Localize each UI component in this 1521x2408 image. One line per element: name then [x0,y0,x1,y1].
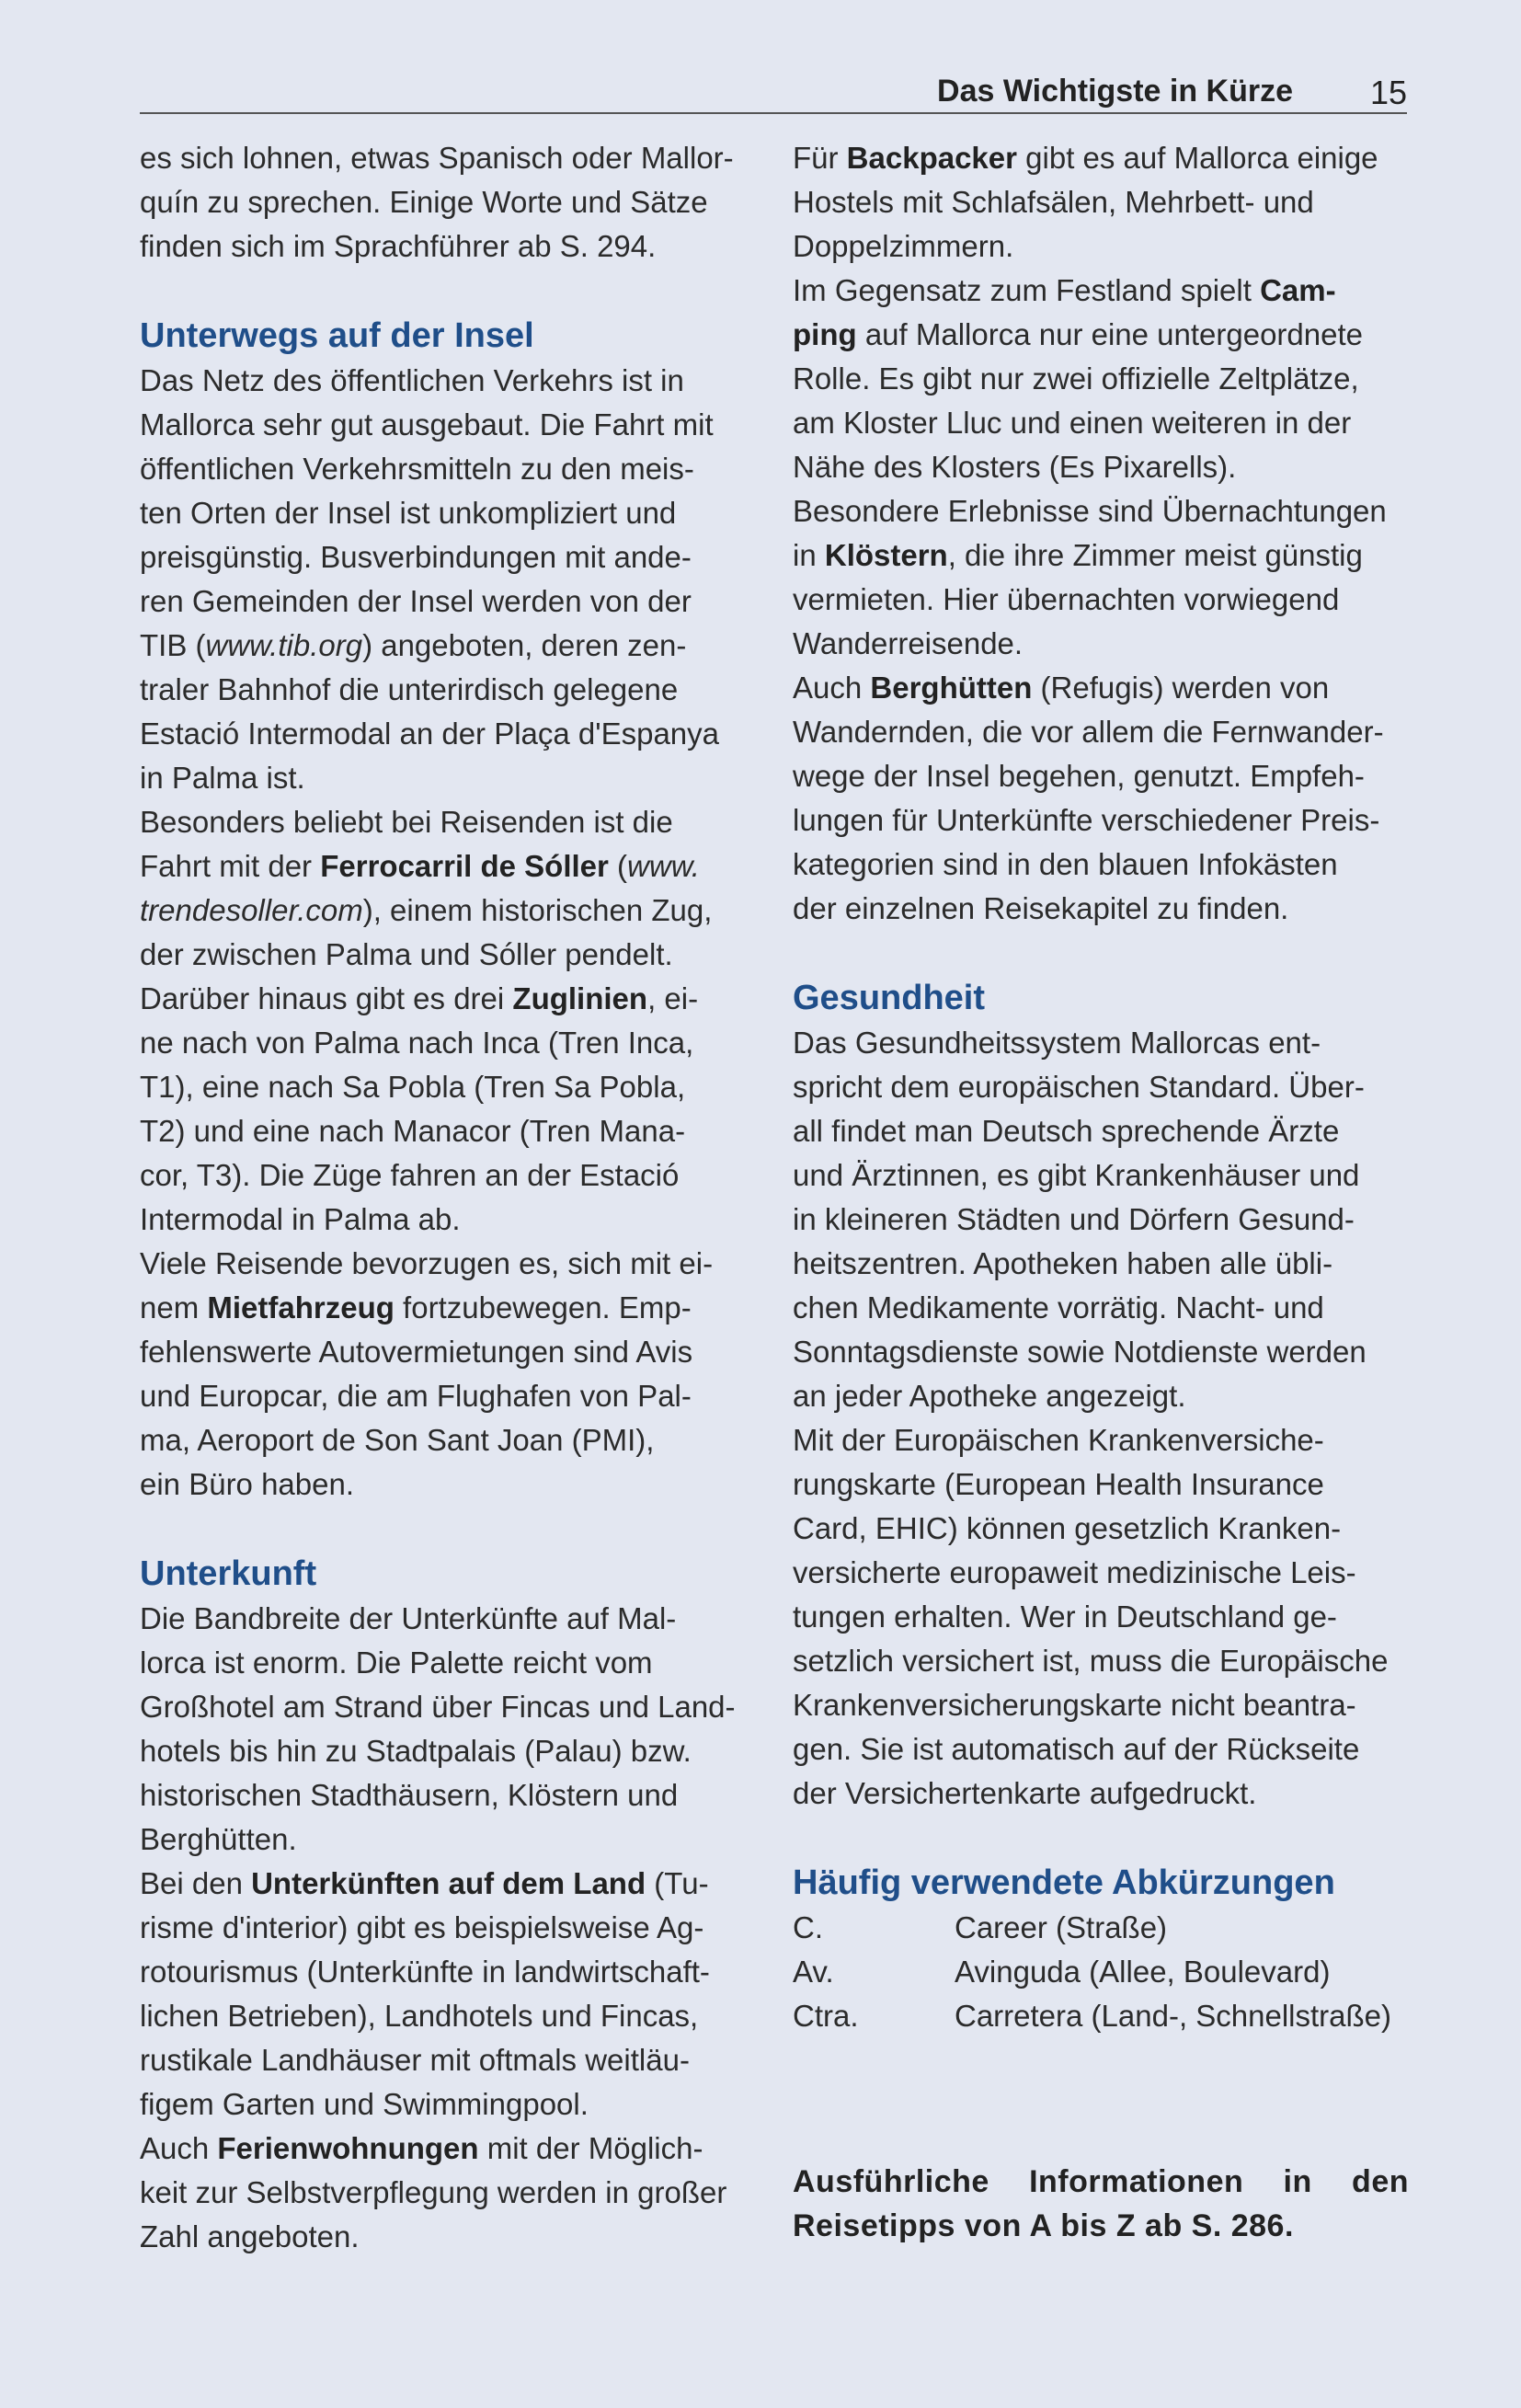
text-line: lichen Betrieben), Landhotels und Fincas, [140,1999,699,2033]
text-line: Das Gesundheitssystem Mallorcas ent- [793,1026,1321,1060]
heading-stay: Unterkunft [140,1554,317,1593]
text-line: Nähe des Klosters (Es Pixarells). [793,450,1237,484]
text-line: Estació Intermodal an der Plaça d'Espanya [140,717,719,751]
abbr-key: Ctra. [793,1999,859,2033]
text-line: Das Netz des öffentlichen Verkehrs ist in [140,363,684,397]
text-line: nem Mietfahrzeug fortzubewegen. Emp- [140,1290,692,1324]
running-header [140,70,1407,114]
text-line: Besondere Erlebnisse sind Übernachtungen [793,494,1387,528]
text-line: Reisetipps von A bis Z ab S. 286. [793,2208,1294,2243]
text-line: und Europcar, die am Flughafen von Pal- [140,1379,692,1413]
text-line: TIB (www.tib.org) angeboten, deren zen- [140,628,687,662]
text-line: rustikale Landhäuser mit oftmals weitläu- [140,2043,690,2077]
text-line: rotourismus (Unterkünfte in landwirtschaft- [140,1955,710,1989]
right-column [793,136,1409,2248]
text-line: all findet man Deutsch sprechende Ärzte [793,1114,1340,1148]
text-line: Rolle. Es gibt nur zwei offizielle Zeltplätze, [793,361,1359,396]
abbr-value: Carretera (Land-, Schnellstraße) [955,1999,1392,2033]
abbr-value: Avinguda (Allee, Boulevard) [955,1955,1331,1989]
text-line: traler Bahnhof die unterirdisch gelegene [140,672,679,706]
text-line: setzlich versichert ist, muss die Europäische [793,1644,1389,1678]
text-line: Card, EHIC) können gesetzlich Kranken- [793,1511,1342,1545]
text-line: in kleineren Städten und Dörfern Gesund- [793,1202,1355,1236]
text-line: an jeder Apotheke angezeigt. [793,1379,1186,1413]
land-term: Unterkünften auf dem Land [251,1866,646,1900]
text-line: risme d'interior) gibt es beispielsweise Ag- [140,1910,704,1944]
text-line: und Ärztinnen, es gibt Krankenhäuser und [793,1158,1360,1192]
backpacker-term: Backpacker [846,141,1017,175]
text-line: chen Medikamente vorrätig. Nacht- und [793,1290,1324,1324]
text-line: Im Gegensatz zum Festland spielt Cam- [793,273,1336,307]
text-line: Großhotel am Strand über Fincas und Land- [140,1690,736,1724]
text-line: fehlenswerte Autovermietungen sind Avis [140,1335,693,1369]
text-line: Mit der Europäischen Krankenversiche- [793,1423,1324,1457]
text-line: Die Bandbreite der Unterkünfte auf Mal- [140,1601,677,1635]
text-line: der einzelnen Reisekapitel zu finden. [793,891,1289,925]
text-line: ein Büro haben. [140,1467,355,1501]
text-line: T2) und eine nach Manacor (Tren Mana- [140,1114,686,1148]
text-line: keit zur Selbstverpflegung werden in großer [140,2175,727,2209]
text-line: der zwischen Palma und Sóller pendelt. [140,937,673,971]
reference-note [793,2160,1409,2248]
text-line: Auch Berghütten (Refugis) werden von [793,671,1330,705]
text-line: kategorien sind in den blauen Infokästen [793,847,1338,881]
header-title: Das Wichtigste in Kürze [937,74,1293,109]
text-line: preisgünstig. Busverbindungen mit ande- [140,540,692,574]
mietfahrzeug-term: Mietfahrzeug [207,1290,395,1324]
text-line: ping auf Mallorca nur eine untergeordnete [793,317,1364,351]
text-line: Viele Reisende bevorzugen es, sich mit ei- [140,1246,714,1280]
text-line: heitszentren. Apotheken haben alle übli- [793,1246,1333,1280]
text-line: öffentlichen Verkehrsmitteln zu den meis- [140,452,694,486]
text-line: ren Gemeinden der Insel werden von der [140,584,692,618]
text-line: in Klöstern, die ihre Zimmer meist günstig [793,538,1363,572]
abbr-row [793,1906,1409,1950]
left-column [140,136,756,2259]
text-line: finden sich im Sprachführer ab S. 294. [140,229,657,263]
text-line: rungskarte (European Health Insurance [793,1467,1324,1501]
text-line: ten Orten der Insel ist unkompliziert und [140,496,677,530]
text-line: lungen für Unterkünfte verschiedener Preis- [793,803,1380,837]
text-line: Fahrt mit der Ferrocarril de Sóller (www. [140,849,700,883]
zuglinien-term: Zuglinien [512,981,648,1015]
text-line: quín zu sprechen. Einige Worte und Sätze [140,185,708,219]
text-line: Mallorca sehr gut ausgebaut. Die Fahrt mit [140,407,714,441]
text-line: Auch Ferienwohnungen mit der Möglich- [140,2131,703,2165]
text-line: der Versichertenkarte aufgedruckt. [793,1776,1257,1810]
text-line: Ausführliche Informationen in den [793,2164,1409,2199]
text-line: Wandernden, die vor allem die Fernwander- [793,715,1384,749]
text-line: ne nach von Palma nach Inca (Tren Inca, [140,1026,694,1060]
text-line: hotels bis hin zu Stadtpalais (Palau) bzw. [140,1734,692,1768]
text-line: Darüber hinaus gibt es drei Zuglinien, ei- [140,981,699,1015]
text-line: ma, Aeroport de Son Sant Joan (PMI), [140,1423,655,1457]
text-line: wege der Insel begehen, genutzt. Empfeh- [793,759,1365,793]
text-line: Bei den Unterkünften auf dem Land (Tu- [140,1866,709,1900]
abbr-key: Av. [793,1955,834,1989]
text-line: es sich lohnen, etwas Spanisch oder Mallor- [140,141,734,175]
text-line: Wanderreisende. [793,626,1024,660]
text-line: Sonntagsdienste sowie Notdienste werden [793,1335,1367,1369]
text-line: trendesoller.com), einem historischen Zug, [140,893,713,927]
abbr-row [793,1950,1409,1994]
text-line: Zahl angeboten. [140,2219,360,2253]
text-line: vermieten. Hier übernachten vorwiegend [793,582,1340,616]
text-line: lorca ist enorm. Die Palette reicht vom [140,1645,653,1680]
heading-travel: Unterwegs auf der Insel [140,316,534,355]
text-line: Krankenversicherungskarte nicht beantra- [793,1688,1356,1722]
heading-health: Gesundheit [793,979,986,1017]
text-line: Doppelzimmern. [793,229,1014,263]
text-line: T1), eine nach Sa Pobla (Tren Sa Pobla, [140,1070,686,1104]
tib-url: www.tib.org [205,628,363,662]
text-line: historischen Stadthäusern, Klöstern und [140,1778,679,1812]
berghuetten-term: Berghütten [870,671,1033,705]
ferrocarril-term: Ferrocarril de Sóller [320,849,609,883]
text-line: Besonders beliebt bei Reisenden ist die [140,805,673,839]
text-line: am Kloster Lluc und einen weiteren in der [793,406,1352,440]
text-line: Für Backpacker gibt es auf Mallorca einige [793,141,1378,175]
text-line: versicherte europaweit medizinische Leis- [793,1555,1356,1589]
abbr-row [793,1994,1409,2038]
text-line: Berghütten. [140,1822,297,1856]
text-line: gen. Sie ist automatisch auf der Rückseite [793,1732,1360,1766]
text-line: figem Garten und Swimmingpool. [140,2087,589,2121]
abbr-value: Career (Straße) [955,1910,1168,1944]
text-line: spricht dem europäischen Standard. Über- [793,1070,1365,1104]
heading-abbreviations: Häufig verwendete Abkürzungen [793,1863,1335,1902]
abbr-key: C. [793,1910,823,1944]
text-line: Hostels mit Schlafsälen, Mehrbett- und [793,185,1314,219]
camping-term: Cam- [1260,273,1336,307]
ferienwohnungen-term: Ferienwohnungen [217,2131,479,2165]
text-line: in Palma ist. [140,761,305,795]
soller-url: trendesoller.com [140,893,363,927]
text-line: Intermodal in Palma ab. [140,1202,461,1236]
kloestern-term: Klöstern [824,538,948,572]
text-line: tungen erhalten. Wer in Deutschland ge- [793,1600,1337,1634]
page-number: 15 [1369,74,1407,111]
text-line: cor, T3). Die Züge fahren an der Estació [140,1158,680,1192]
